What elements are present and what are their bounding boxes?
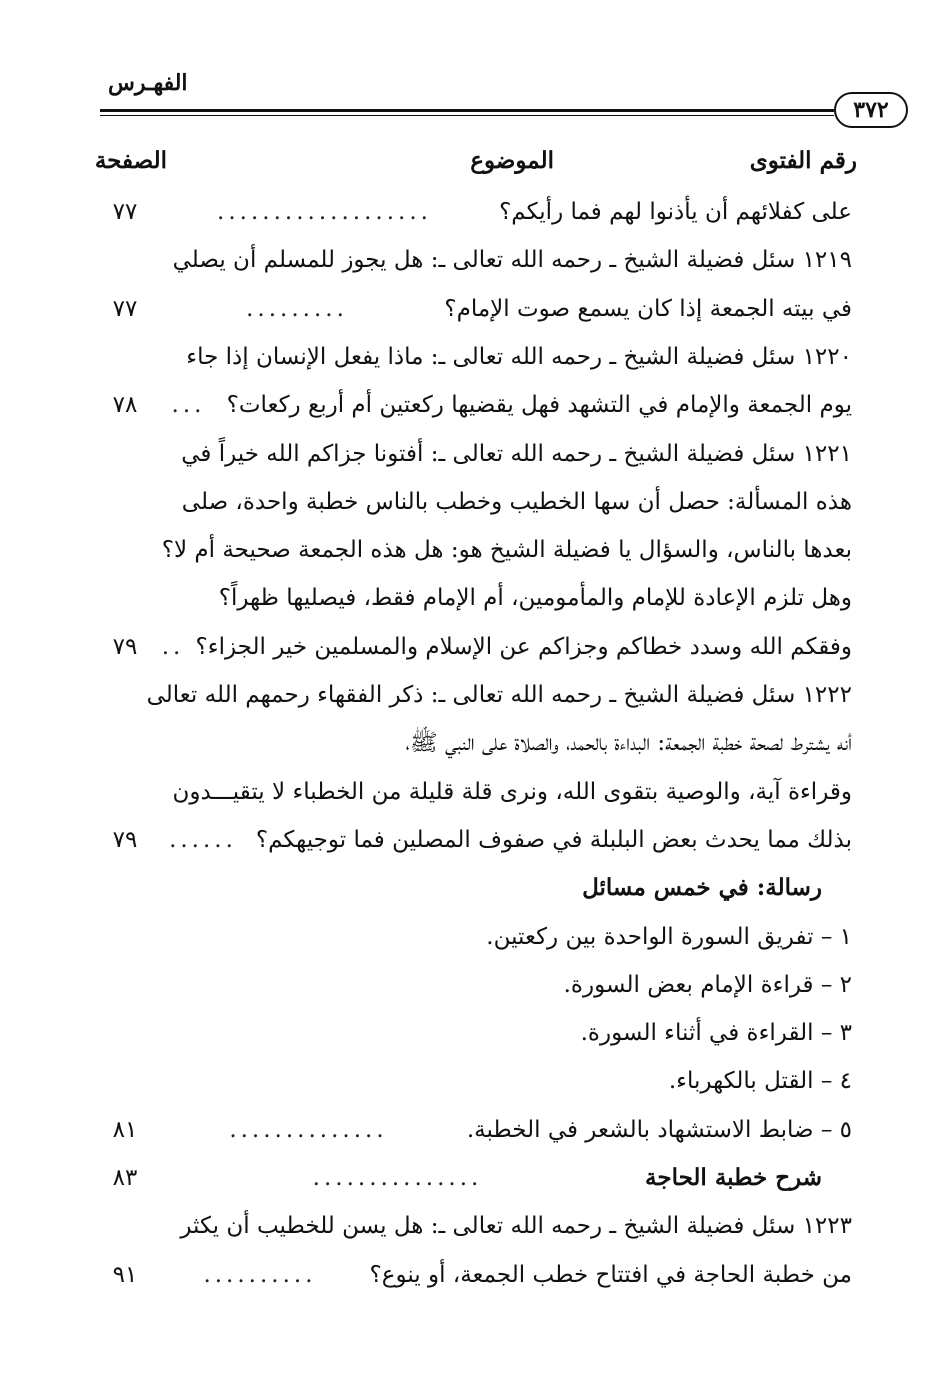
- index-entry-line: [100, 1011, 852, 1055]
- entry-text: وقراءة آية، والوصية بتقوى الله، ونرى قلة قليلة من الخطباء لا يتقيـــدون: [172, 778, 852, 805]
- index-entry-line: [100, 721, 852, 765]
- entry-text: ٥ – ضابط الاستشهاد بالشعر في الخطبة.: [466, 1116, 852, 1143]
- entry-text: يوم الجمعة والإمام في التشهد فهل يقضيها ركعتين أم أربع ركعات؟: [226, 392, 852, 419]
- entry-text: ٣ – القراءة في أثناء السورة.: [580, 1020, 852, 1047]
- entry-text: من خطبة الحاجة في افتتاح خطب الجمعة، أو ينوع؟: [369, 1261, 852, 1288]
- entry-text: بعدها بالناس، والسؤال يا فضيلة الشيخ هو: هل هذه الجمعة صحيحة أم لا؟: [161, 537, 852, 564]
- column-header-fatwa-number: رقم الفتوى: [749, 147, 857, 174]
- page-number-badge: ٣٧٢: [834, 92, 908, 128]
- entry-page-number: ٩١: [112, 1261, 138, 1288]
- index-entry-line: [100, 673, 852, 717]
- entry-text: ١٢٢٠ سئل فضيلة الشيخ ـ رحمه الله تعالى ـ: ماذا يفعل الإنسان إذا جاء: [186, 343, 852, 370]
- entry-text: في بيته الجمعة إذا كان يسمع صوت الإمام؟: [444, 295, 852, 322]
- entry-page-number: ٨٣: [112, 1165, 138, 1191]
- index-entry-with-page: [100, 287, 852, 331]
- index-entry-line: [100, 1204, 852, 1248]
- entry-text: وفقكم الله وسدد خطاكم وجزاكم عن الإسلام والمسلمين خير الجزاء؟: [195, 633, 852, 660]
- entry-text: على كفلائهم أن يأذنوا لهم فما رأيكم؟: [499, 199, 852, 225]
- index-entry-line: [100, 238, 852, 282]
- index-entry-line: [100, 335, 852, 379]
- leader-dots: ......: [169, 826, 237, 853]
- entry-text: ١٢٢١ سئل فضيلة الشيخ ـ رحمه الله تعالى ـ: أفتونا جزاكم الله خيراً في: [181, 440, 852, 467]
- leader-dots: ...: [171, 392, 206, 419]
- entry-text: ١٢٢٣ سئل فضيلة الشيخ ـ رحمه الله تعالى ـ: هل يسن للخطيب أن يكثر: [180, 1213, 852, 1240]
- entry-page-number: ٧٧: [112, 295, 138, 322]
- section-title: الفهـرس: [108, 70, 188, 96]
- index-entry-with-page: [100, 818, 852, 862]
- entry-text: بذلك مما يحدث بعض البلبلة في صفوف المصلين فما توجيهكم؟: [255, 826, 852, 853]
- index-entry-with-page: [100, 625, 852, 669]
- column-header-page: الصفحة: [94, 147, 167, 174]
- index-entry-line: [100, 480, 852, 524]
- entry-text: هذه المسألة: حصل أن سها الخطيب وخطب بالناس خطبة واحدة، صلى: [181, 488, 852, 515]
- entry-page-number: ٧٨: [112, 392, 138, 419]
- entry-text: ١٢١٩ سئل فضيلة الشيخ ـ رحمه الله تعالى ـ: هل يجوز للمسلم أن يصلي: [172, 247, 852, 274]
- index-entry-line: [100, 915, 852, 959]
- leader-dots: ..............: [229, 1116, 388, 1143]
- index-entry-with-page: [100, 190, 852, 234]
- leader-dots: ..: [161, 633, 185, 660]
- index-entry-with-page: [100, 383, 852, 427]
- entry-text: ٢ – قراءة الإمام بعض السورة.: [563, 971, 852, 998]
- index-entry-line: [100, 866, 852, 910]
- index-entry-with-page: [100, 1156, 852, 1200]
- entry-page-number: ٧٧: [112, 199, 138, 225]
- entry-text: ١ – تفريق السورة الواحدة بين ركعتين.: [486, 923, 852, 950]
- entry-page-number: ٧٩: [112, 633, 138, 660]
- index-entry-line: [100, 432, 852, 476]
- entry-text: أنه يشترط لصحة خطبة الجمعة: البداءة بالحمد، والصلاة على النبي ﷺ،: [405, 730, 852, 757]
- index-entry-with-page: [100, 1108, 852, 1152]
- index-entry-line: [100, 528, 852, 572]
- entry-page-number: ٨١: [112, 1116, 138, 1143]
- entry-page-number: ٧٩: [112, 826, 138, 853]
- leader-dots: ..........: [203, 1261, 317, 1288]
- index-entry-with-page: [100, 1253, 852, 1297]
- column-header-topic: الموضوع: [470, 147, 554, 174]
- index-entry-line: [100, 963, 852, 1007]
- entry-text: وهل تلزم الإعادة للإمام والمأمومين، أم الإمام فقط، فيصليها ظهراً؟: [218, 585, 852, 612]
- leader-dots: .........: [246, 295, 348, 322]
- index-entry-line: [100, 770, 852, 814]
- leader-dots: ...............: [312, 1165, 483, 1191]
- entry-text: شرح خطبة الحاجة: [645, 1164, 822, 1191]
- index-entry-line: [100, 1059, 852, 1103]
- entry-text: ٤ – القتل بالكهرباء.: [668, 1068, 852, 1095]
- header-rule-thin: [100, 115, 834, 116]
- leader-dots: ...................: [217, 199, 432, 225]
- header-rule: [100, 109, 834, 112]
- index-entry-line: [100, 576, 852, 620]
- entry-text: رسالة: في خمس مسائل: [582, 874, 822, 902]
- entry-text: ١٢٢٢ سئل فضيلة الشيخ ـ رحمه الله تعالى ـ: ذكر الفقهاء رحمهم الله تعالى: [146, 682, 852, 708]
